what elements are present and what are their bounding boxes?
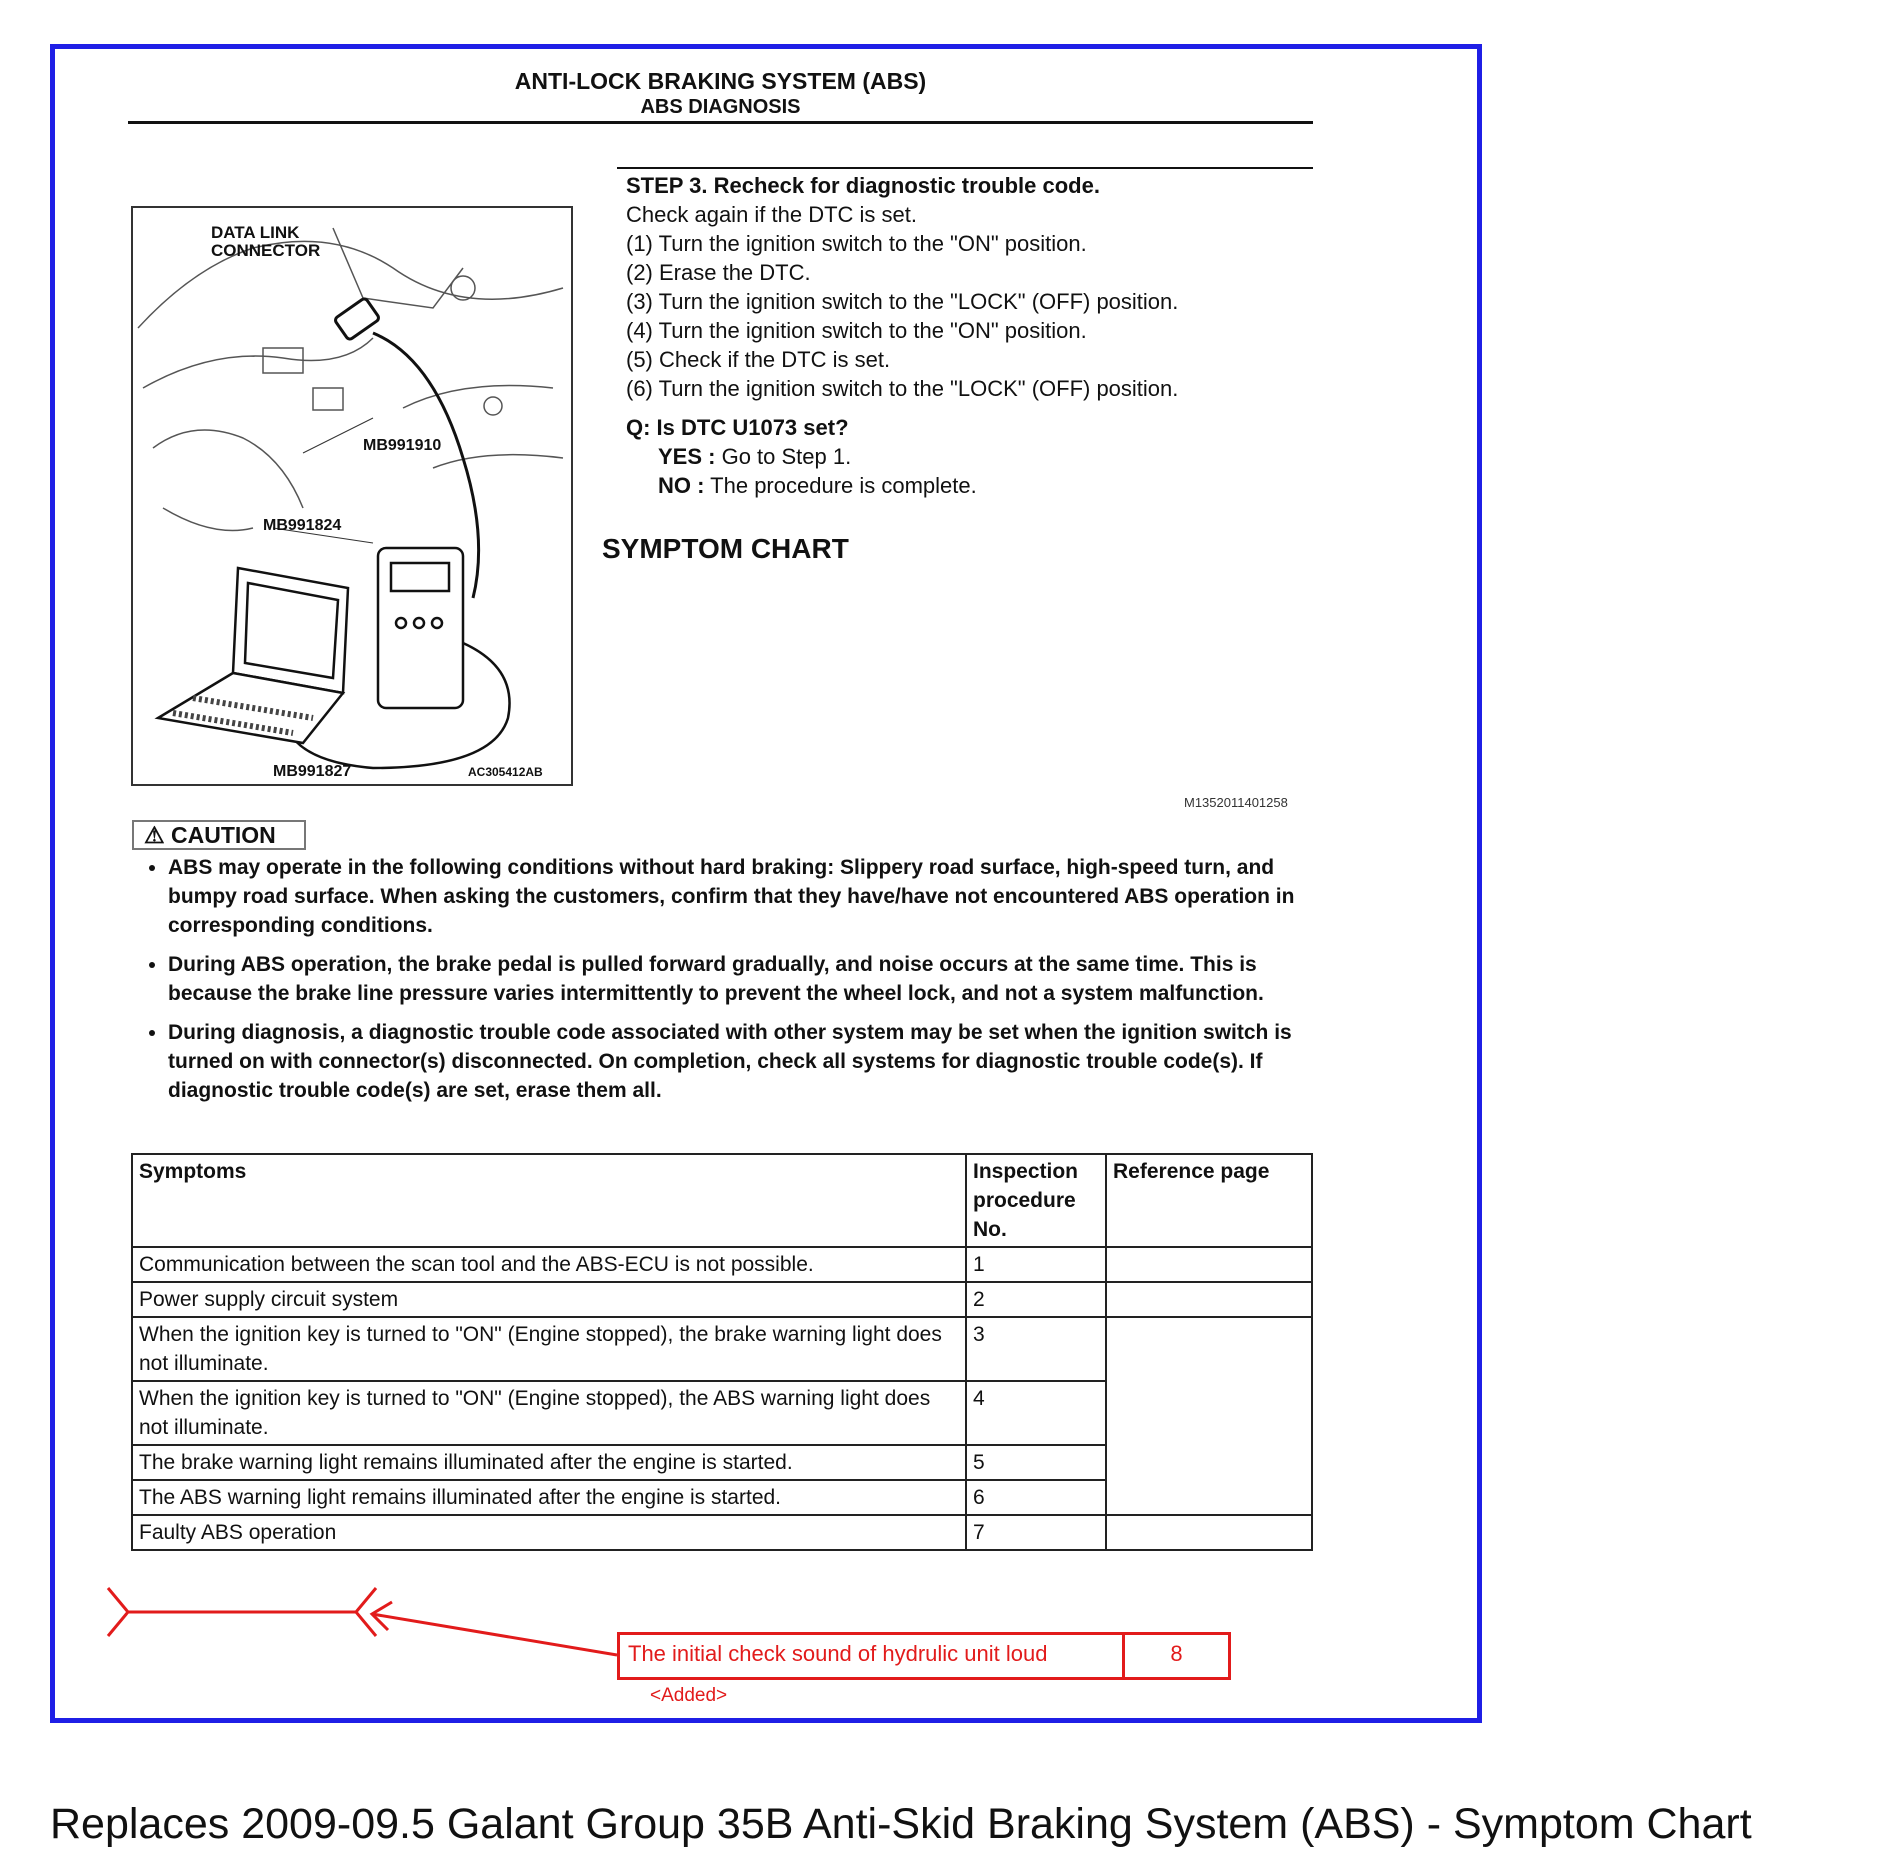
step-item: (6) Turn the ignition switch to the "LOCK" (OFF) position.	[626, 376, 1179, 401]
symptom-cell: Faulty ABS operation	[132, 1515, 966, 1550]
header-symptoms: Symptoms	[132, 1154, 966, 1247]
symptom-cell: Power supply circuit system	[132, 1282, 966, 1317]
step-question: Q: Is DTC U1073 set?	[626, 415, 849, 440]
procedure-cell: 3	[966, 1317, 1106, 1381]
label-cable: MB991910	[363, 437, 442, 454]
caution-item: • ABS may operate in the following conditions without hard braking: Slippery road surface, high-speed turn, and bumpy road surface. When asking the customers, confirm that they have/have not encountered ABS operation in corresponding conditions.	[168, 853, 1320, 940]
procedure-cell: 4	[966, 1381, 1106, 1445]
page-title: ANTI-LOCK BRAKING SYSTEM (ABS)	[514, 68, 927, 94]
step-heading: STEP 3. Recheck for diagnostic trouble code.	[626, 173, 1100, 198]
warning-icon: ⚠	[144, 822, 165, 848]
label-connector: CONNECTOR	[211, 241, 321, 260]
label-tool: MB991824	[263, 517, 342, 534]
answer-yes-text: Go to Step 1.	[715, 444, 852, 469]
added-symptom-row	[617, 1632, 1231, 1680]
step-intro: Check again if the DTC is set.	[626, 202, 918, 227]
label-data-link: DATA LINK	[211, 223, 300, 242]
header-inspection: Inspection procedure No.	[966, 1154, 1106, 1247]
procedure-cell: 7	[966, 1515, 1106, 1550]
procedure-cell: 5	[966, 1445, 1106, 1480]
symptom-cell: The brake warning light remains illuminated after the engine is started.	[132, 1445, 966, 1480]
procedure-cell: 6	[966, 1480, 1106, 1515]
caution-item: • During diagnosis, a diagnostic trouble code associated with other system may be set when the ignition switch is turned on with connector(s) disconnected. On completion, check all systems for diagnostic trouble code(s). If diagnostic trouble code(s) are set, erase them all.	[168, 1018, 1320, 1105]
added-symptom-cell: The initial check sound of hydrulic unit loud	[620, 1635, 1125, 1677]
step-item: (1) Turn the ignition switch to the "ON" position.	[626, 231, 1087, 256]
step-item: (3) Turn the ignition switch to the "LOCK" (OFF) position.	[626, 289, 1179, 314]
symptom-cell: When the ignition key is turned to "ON" (Engine stopped), the brake warning light does not illuminate.	[132, 1317, 966, 1381]
added-tag: <Added>	[650, 1685, 728, 1706]
figure-code: M1352011401258	[1184, 795, 1288, 810]
footer-caption: Replaces 2009-09.5 Galant Group 35B Anti-Skid Braking System (ABS) - Symptom Chart	[50, 1800, 1752, 1848]
step-item: (4) Turn the ignition switch to the "ON" position.	[626, 318, 1087, 343]
symptom-cell: The ABS warning light remains illuminated after the engine is started.	[132, 1480, 966, 1515]
symptom-cell: When the ignition key is turned to "ON" (Engine stopped), the ABS warning light does not illuminate.	[132, 1381, 966, 1445]
caution-item: • During ABS operation, the brake pedal is pulled forward gradually, and noise occurs at the same time. This is because the brake line pressure varies intermittently to prevent the wheel lock, and not a system malfunction.	[168, 950, 1320, 1008]
added-procedure-cell: 8	[1170, 1641, 1183, 1666]
answer-no-key: NO :	[658, 473, 705, 498]
symptom-chart-title: SYMPTOM CHART	[602, 533, 849, 564]
label-figure-id: AC305412AB	[468, 765, 543, 779]
procedure-cell: 2	[966, 1282, 1106, 1317]
caution-text: CAUTION	[171, 822, 276, 848]
label-pc-cable: MB991827	[273, 763, 352, 780]
step-item: (2) Erase the DTC.	[626, 260, 811, 285]
answer-yes-key: YES :	[658, 444, 716, 469]
symptom-cell: Communication between the scan tool and the ABS-ECU is not possible.	[132, 1247, 966, 1282]
page-subtitle: ABS DIAGNOSIS	[640, 96, 801, 118]
header-reference: Reference page	[1106, 1154, 1312, 1247]
answer-no-text: The procedure is complete.	[704, 473, 977, 498]
step-item: (5) Check if the DTC is set.	[626, 347, 891, 372]
procedure-cell: 1	[966, 1247, 1106, 1282]
